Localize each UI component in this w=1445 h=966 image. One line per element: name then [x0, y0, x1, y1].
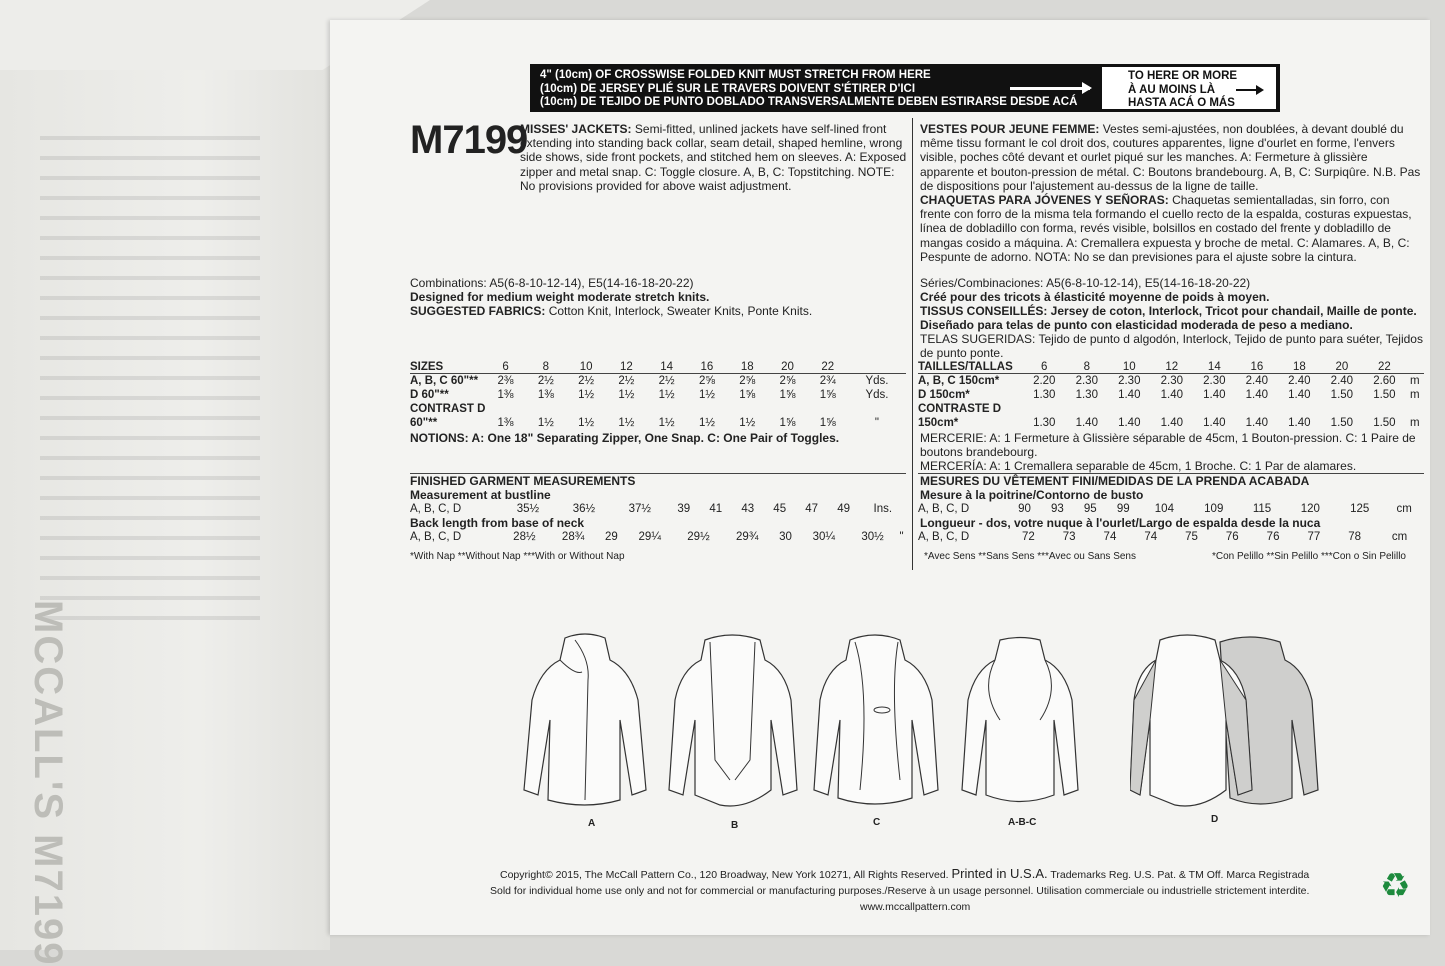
merceria: MERCERÍA: A: 1 Cremallera separable de 45cm, 1 Broche. C: 1 Par de alamares.	[920, 459, 1357, 473]
mercerie-section	[920, 431, 1425, 473]
table-cell: 37½	[628, 503, 652, 515]
mesures-heading: MESURES DU VÊTEMENT FINI/MEDIDAS DE LA PRENDA ACABADA	[920, 474, 1310, 488]
view-b-drawing	[665, 630, 800, 830]
table-row	[918, 388, 1424, 402]
table-cell: 1½	[698, 389, 715, 401]
bust-label: Measurement at bustline	[410, 488, 551, 502]
table-cell: 43	[741, 503, 755, 515]
table-row	[410, 402, 906, 416]
table-cell: cm	[1391, 531, 1408, 543]
table-cell: 1.50	[1373, 389, 1396, 401]
finished-heading: FINISHED GARMENT MEASUREMENTS	[410, 474, 636, 488]
french-yardage-table	[918, 360, 1424, 430]
table-cell: 8	[542, 361, 550, 373]
envelope-back	[0, 40, 330, 966]
table-cell: 2½	[658, 375, 675, 387]
website-link: www.mccallpattern.com	[860, 901, 971, 913]
table-cell: 1½	[658, 389, 675, 401]
stretch-gauge	[530, 64, 1280, 112]
recycle-icon: ♻	[1380, 867, 1411, 905]
table-cell: 77	[1307, 531, 1321, 543]
table-cell: 29½	[687, 531, 710, 543]
english-fabric-info	[410, 276, 910, 318]
table-cell: 22	[821, 361, 835, 373]
table-cell	[808, 402, 848, 416]
back-table	[410, 530, 906, 544]
bleed-through-text	[40, 120, 260, 620]
gauge-end-es: HASTA ACÁ O MÁS	[1128, 97, 1235, 109]
table-cell: 78	[1348, 531, 1362, 543]
table-cell	[848, 360, 906, 374]
table-cell: 2⅝	[698, 375, 715, 387]
table-cell: 1⅜	[497, 417, 514, 429]
table-cell: 72	[1021, 531, 1035, 543]
table-cell	[1151, 402, 1194, 416]
table-cell: 2.30	[1118, 375, 1141, 387]
table-cell: 104	[1154, 503, 1174, 515]
table-cell: m	[1410, 375, 1420, 387]
mercerie: MERCERIE: A: 1 Fermeture à Glissière séparable de 45cm, 1 Bouton-pression. C: 1 Paire de boutons brandebourg.	[920, 431, 1416, 459]
view-c-label: C	[873, 817, 881, 828]
table-cell: 1⅝	[819, 417, 836, 429]
stretch-gauge-right	[1101, 66, 1277, 110]
table-cell: A, B, C, D	[410, 503, 462, 515]
table-cell: 1½	[658, 417, 675, 429]
tissus-conseilles: TISSUS CONSEILLÉS: Jersey de coton, Interlock, Tricot pour chandail, Maille de ponte.	[920, 304, 1417, 318]
table-cell: 1⅝	[779, 389, 796, 401]
pattern-number: M7199	[410, 118, 528, 162]
table-cell: 1.40	[1288, 417, 1311, 429]
table-cell: 10	[579, 361, 593, 373]
table-cell: 1½	[618, 417, 635, 429]
table-cell	[1108, 402, 1151, 416]
table-cell: 1.40	[1203, 417, 1226, 429]
gauge-line-en: 4" (10cm) OF CROSSWISE FOLDED KNIT MUST STRETCH FROM HERE	[540, 69, 931, 81]
table-cell: 2.30	[1075, 375, 1098, 387]
table-cell	[687, 402, 727, 416]
table-cell: 2.30	[1160, 375, 1183, 387]
view-d-label: D	[1211, 814, 1219, 825]
table-cell: 1.30	[1033, 389, 1056, 401]
table-cell: 22	[1377, 361, 1391, 373]
table-cell	[727, 402, 767, 416]
table-cell: CONTRAST D	[410, 403, 486, 415]
english-title: MISSES' JACKETS:	[520, 122, 632, 136]
table-cell: m	[1410, 417, 1420, 429]
table-cell: Ins.	[873, 503, 893, 515]
gauge-end-en: TO HERE OR MORE	[1128, 70, 1238, 82]
table-cell	[767, 402, 807, 416]
table-cell: 14	[1207, 361, 1221, 373]
gauge-line-es: (10cm) DE TEJIDO DE PUNTO DOBLADO TRANSVERSALMENTE DEBEN ESTIRARSE DESDE ACÁ	[540, 96, 1078, 108]
table-cell: 73	[1062, 531, 1076, 543]
table-cell: 1.40	[1288, 389, 1311, 401]
table-cell: 1⅝	[739, 389, 756, 401]
table-cell: 1.40	[1203, 389, 1226, 401]
table-cell: 2⅝	[739, 375, 756, 387]
table-cell	[1278, 402, 1321, 416]
table-cell: 1⅜	[537, 389, 554, 401]
table-cell: 41	[709, 503, 723, 515]
table-cell	[1406, 402, 1424, 416]
table-cell	[526, 402, 566, 416]
table-cell: 1½	[578, 389, 595, 401]
table-row	[918, 502, 1424, 516]
french-spanish-description	[920, 122, 1422, 264]
notions: NOTIONS: A: One 18" Separating Zipper, One Snap. C: One Pair of Toggles.	[410, 431, 840, 445]
table-row	[918, 360, 1424, 374]
table-row	[410, 360, 906, 374]
poitrine-table	[918, 502, 1424, 516]
back-label: Back length from base of neck	[410, 516, 585, 530]
table-cell: 16	[700, 361, 714, 373]
designed-for: Designed for medium weight moderate stretch knits.	[410, 290, 710, 304]
table-cell: 49	[837, 503, 851, 515]
table-cell: 18	[740, 361, 754, 373]
bust-table	[410, 502, 906, 516]
longueur-table	[918, 530, 1424, 544]
cree-pour: Créé pour des tricots à élasticité moyenne de poids à moyen.	[920, 290, 1270, 304]
table-cell: 99	[1116, 503, 1130, 515]
table-cell: 12	[1165, 361, 1179, 373]
table-cell: 1.30	[1075, 389, 1098, 401]
table-cell: 109	[1204, 503, 1224, 515]
table-cell: 2.60	[1373, 375, 1396, 387]
english-yardage-table	[410, 360, 906, 430]
table-cell: Yds.	[865, 389, 889, 401]
view-abc-back-drawing	[960, 630, 1080, 830]
table-cell: 16	[1250, 361, 1264, 373]
series-combinations: Séries/Combinaciones: A5(6-8-10-12-14), E5(14-16-18-20-22)	[920, 276, 1251, 290]
fabrics-label: SUGGESTED FABRICS:	[410, 304, 546, 318]
english-body: Semi-fitted, unlined jackets have self-lined front extending into standing back collar, seam detail, shaped hemline, wrong side shows, side front pockets, and stitched hem on sleeves. A: Exposed zipper and metal snap. C: Toggle closure. A, B, C: Topstitching. NOTE: No provisions provided for above waist adjustment.	[520, 122, 907, 193]
table-cell: A, B, C 150cm*	[918, 375, 1000, 387]
table-cell: "	[874, 417, 879, 429]
table-cell: 29	[605, 531, 618, 543]
table-cell: 1.40	[1075, 417, 1098, 429]
table-cell: 39	[677, 503, 691, 515]
table-cell: 6	[502, 361, 509, 373]
table-cell: 45	[773, 503, 787, 515]
table-cell: A, B, C, D	[918, 503, 970, 515]
table-cell: 1.40	[1245, 389, 1269, 401]
arrow-right-small-icon	[1236, 89, 1262, 91]
table-cell: D 60"**	[410, 389, 449, 401]
table-cell: 2¾	[819, 375, 836, 387]
table-cell: 76	[1225, 531, 1239, 543]
table-cell: 1.40	[1245, 417, 1269, 429]
table-cell: 20	[781, 361, 794, 373]
table-cell: 1½	[537, 417, 554, 429]
table-cell: 2.20	[1033, 375, 1056, 387]
table-cell: CONTRASTE D	[918, 403, 1002, 415]
spanish-body: Chaquetas semientalladas, sin forro, con frente con forro de la misma tela formando el cuello recto de la espalda, costuras expuestas, línea de dobladillo con forma, revés visible, bolsillos en costado del frente y dobladillo de mangas cosido a máquina. A: Cremallera expuesta y broche de metal. C: Alamares. A, B, C: Pespunte de adorno. NOTA: No se dan previsiones para el ajuste sobre la cintura.	[920, 193, 1412, 264]
arrow-right-icon	[1010, 87, 1090, 90]
bleed-through-logo: MCCALL'S M7199	[26, 600, 70, 966]
view-a-drawing	[520, 630, 650, 830]
table-row	[918, 416, 1424, 430]
combinations: Combinations: A5(6-8-10-12-14), E5(14-16-18-20-22)	[410, 276, 694, 290]
table-cell: m	[1410, 389, 1420, 401]
table-cell: 28½	[513, 531, 536, 543]
table-cell: 30¼	[812, 531, 836, 543]
table-cell: "	[899, 531, 904, 543]
table-cell	[647, 402, 687, 416]
table-cell: TAILLES/TALLAS	[918, 361, 1013, 373]
table-cell: 2½	[618, 375, 635, 387]
table-cell: 115	[1252, 503, 1272, 515]
disenado-para: Diseñado para telas de punto con elasticidad moderada de peso a mediano.	[920, 318, 1353, 332]
table-cell: 8	[1083, 361, 1090, 373]
longueur-label: Longueur - dos, votre nuque à l'ourlet/Largo de espalda desde la nuca	[920, 516, 1321, 530]
table-cell: 20	[1335, 361, 1349, 373]
table-cell: cm	[1396, 503, 1412, 515]
sens-footnote: *Avec Sens **Sans Sens ***Avec ou Sans Sens	[924, 551, 1136, 562]
table-cell	[485, 402, 525, 416]
table-cell: 74	[1144, 531, 1158, 543]
table-cell: 14	[660, 361, 674, 373]
table-row	[918, 530, 1424, 544]
printed-in: Printed in U.S.A.	[951, 866, 1048, 881]
table-row	[918, 374, 1424, 388]
french-body: Vestes semi-ajustées, non doublées, à devant doublé du même tissu formant le col droit dos, coutures apparentes, ligne d'ourlet en forme, l'envers visible, poches côté devant et ourlet piqué sur les manches. A: Fermeture à glissière apparente et bouton-pression de métal. C: Boutons brandebourg. A, B, C: Surpiqûre. N.B. Pas de dispositions pour l'ajustement au-dessus de la ligne de taille.	[920, 122, 1421, 193]
table-cell: D 150cm*	[918, 389, 970, 401]
stretch-gauge-left	[540, 69, 1077, 110]
table-cell	[1023, 402, 1066, 416]
table-cell: 18	[1292, 361, 1306, 373]
table-cell: 28¾	[561, 531, 585, 543]
table-cell: SIZES	[410, 361, 444, 373]
table-cell: 2½	[578, 375, 595, 387]
table-cell: 125	[1350, 503, 1370, 515]
usage-notice: Sold for individual home use only and not for commercial or manufacturing purposes./Reserve à un usage personnel. Utilisation commerciale ou industrielle strictement interdite.	[490, 885, 1310, 897]
table-cell: 12	[619, 361, 633, 373]
table-cell: 1½	[578, 417, 595, 429]
table-cell: 10	[1122, 361, 1136, 373]
table-cell: 1½	[618, 389, 635, 401]
view-d-drawing	[1130, 630, 1320, 830]
table-cell: 2.40	[1288, 375, 1311, 387]
table-cell: 1⅝	[779, 417, 796, 429]
table-cell: 1.40	[1118, 417, 1141, 429]
table-row	[410, 502, 906, 516]
table-cell: 1.50	[1330, 389, 1354, 401]
table-cell: 120	[1300, 503, 1320, 515]
table-cell: 1⅝	[819, 389, 836, 401]
english-description	[520, 122, 908, 193]
poitrine-label: Mesure à la poitrine/Contorno de busto	[920, 488, 1144, 502]
table-cell: A, B, C 60"**	[410, 375, 479, 387]
table-cell	[566, 402, 606, 416]
view-b-label: B	[731, 820, 739, 831]
table-cell	[848, 402, 906, 416]
table-cell: 74	[1103, 531, 1117, 543]
table-cell: 2.40	[1245, 375, 1269, 387]
table-cell: 90	[1018, 503, 1031, 515]
table-cell	[606, 402, 646, 416]
nap-footnote: *With Nap **Without Nap ***With or Without Nap	[410, 551, 625, 562]
table-cell: 2.40	[1330, 375, 1354, 387]
view-a-label: A	[588, 818, 596, 829]
table-cell: 29¼	[638, 531, 661, 543]
view-c-drawing	[810, 630, 940, 830]
view-abc-label: A-B-C	[1008, 817, 1037, 828]
table-cell: 1.40	[1118, 389, 1141, 401]
french-title: VESTES POUR JEUNE FEMME:	[920, 122, 1100, 136]
table-row	[918, 402, 1424, 416]
table-cell: 95	[1083, 503, 1097, 515]
table-cell: 2.30	[1203, 375, 1226, 387]
table-cell: 1.40	[1160, 417, 1183, 429]
table-cell: 1½	[739, 417, 756, 429]
french-spanish-fabric-info	[920, 276, 1425, 360]
table-cell: 2½	[537, 375, 554, 387]
table-cell: 76	[1266, 531, 1280, 543]
table-cell	[1363, 402, 1406, 416]
table-cell: 6	[1041, 361, 1048, 373]
table-cell: 29¾	[736, 531, 759, 543]
table-cell: 47	[805, 503, 819, 515]
pelillo-footnote: *Con Pelillo **Sin Pelillo ***Con o Sin Pelillo	[1212, 551, 1406, 562]
gauge-end-fr: À AU MOINS LÀ	[1128, 83, 1216, 96]
table-cell: 1.30	[1033, 417, 1056, 429]
table-cell: A, B, C, D	[918, 531, 970, 543]
table-cell	[1236, 402, 1279, 416]
table-cell: 93	[1050, 503, 1064, 515]
table-cell: 30½	[861, 531, 884, 543]
table-row	[410, 530, 906, 544]
gauge-line-fr: (10cm) DE JERSEY PLIÉ SUR LE TRAVERS DOIVENT S'ÉTIRER D'ICI	[540, 82, 916, 95]
column-divider	[912, 118, 913, 570]
table-cell: 2⅜	[497, 375, 514, 387]
table-cell: 2⅝	[779, 375, 796, 387]
table-cell: 1½	[698, 417, 715, 429]
table-cell: 35½	[516, 503, 540, 515]
table-cell: 1⅜	[497, 389, 514, 401]
table-cell: 30	[779, 531, 792, 543]
copyright-block	[490, 866, 1310, 915]
table-cell	[1066, 402, 1109, 416]
trademark: Trademarks Reg. U.S. Pat. & TM Off. Marca Registrada	[1050, 869, 1310, 881]
spanish-title: CHAQUETAS PARA JÓVENES Y SEÑORAS:	[920, 193, 1169, 208]
table-cell: 1.50	[1373, 417, 1396, 429]
copyright-line: Copyright© 2015, The McCall Pattern Co., 120 Broadway, New York 10271, All Rights Reserved.	[500, 869, 949, 881]
table-cell: 60"**	[410, 417, 438, 429]
telas-sugeridas: TELAS SUGERIDAS: Tejido de punto d algodón, Interlock, Tejido de punto para suéter, Tejidos de punto ponte.	[920, 332, 1423, 360]
table-cell	[1193, 402, 1236, 416]
table-cell: Yds.	[865, 375, 889, 387]
fabrics: Cotton Knit, Interlock, Sweater Knits, Ponte Knits.	[548, 304, 813, 318]
table-cell: A, B, C, D	[410, 531, 462, 543]
table-cell: 36½	[572, 503, 596, 515]
table-cell	[1406, 360, 1424, 374]
table-row	[410, 416, 906, 430]
table-cell: 1.50	[1330, 417, 1354, 429]
table-cell: 150cm*	[918, 417, 959, 429]
table-cell: 1.40	[1160, 389, 1183, 401]
table-cell: 75	[1185, 531, 1198, 543]
table-cell	[1321, 402, 1364, 416]
table-row	[410, 388, 906, 402]
table-row	[410, 374, 906, 388]
